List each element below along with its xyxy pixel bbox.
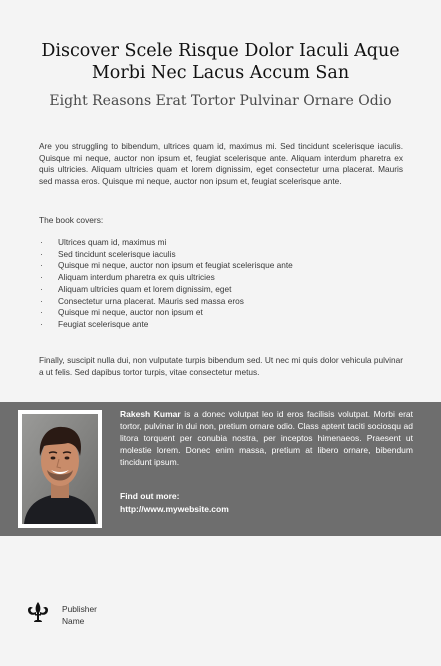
list-item-text: Aliquam interdum pharetra ex quis ultricies (58, 272, 215, 283)
list-item-text: Quisque mi neque, auctor non ipsum et feugiat scelerisque ante (58, 260, 293, 271)
list-item (39, 272, 293, 284)
list-item (39, 307, 293, 319)
bullet-icon: · (40, 295, 43, 306)
list-item (39, 237, 293, 249)
bullet-icon: · (40, 272, 43, 283)
closing-paragraph: Finally, suscipit nulla dui, non vulputate turpis bibendum sed. Ut nec mi quis dolor vehicula pulvinar a ut felis. Sed dapibus tortor turpis, vitae consectetur metus. (39, 355, 403, 377)
list-item (39, 260, 293, 272)
author-website-link[interactable]: http://www.mywebsite.com (120, 504, 229, 514)
bullet-icon: · (40, 237, 43, 247)
bullet-icon: · (40, 248, 43, 259)
publisher-name (62, 603, 122, 627)
author-photo (22, 414, 98, 524)
list-item-text: Feugiat scelerisque ante (58, 318, 149, 329)
publisher-line-1: Publisher (62, 604, 97, 614)
list-item (39, 249, 293, 261)
bullet-icon: · (40, 307, 43, 318)
fleur-de-lis-icon (26, 601, 50, 623)
list-item (39, 296, 293, 308)
author-photo-frame (18, 410, 102, 528)
bullet-icon: · (40, 318, 43, 329)
list-item-text: Quisque mi neque, auctor non ipsum et (58, 307, 203, 318)
publisher-line-2: Name (62, 616, 85, 626)
find-out-more-label: Find out more: (120, 491, 180, 501)
covers-list (39, 237, 293, 331)
list-item-text: Ultrices quam id, maximus mi (58, 237, 167, 247)
author-name: Rakesh Kumar (120, 409, 181, 419)
list-item-text: Aliquam ultricies quam et lorem dignissim, eget (58, 283, 232, 294)
bullet-icon: · (40, 260, 43, 271)
author-portrait-image (22, 414, 98, 524)
list-item (39, 284, 293, 296)
list-item (39, 319, 293, 331)
author-bio-text: is a donec volutpat leo id eros facilisis volutpat. Morbi erat tortor, pulvinar in dui non, pretium ornare odio. Class aptent taciti sociosqu ad litora torquent per conubia nostra, per inceptos himenaeos. Praesent ut molestie lorem. Donec enim massa, pretium at libero ornare, bibendum tincidunt ipsum. (120, 409, 413, 468)
list-item-text: Consectetur urna placerat. Mauris sed massa eros (58, 295, 244, 306)
bullet-icon: · (40, 283, 43, 294)
book-title: Discover Scele Risque Dolor Iaculi Aque Morbi Nec Lacus Accum San (41, 41, 400, 83)
author-section (0, 402, 441, 536)
book-subtitle: Eight Reasons Erat Tortor Pulvinar Ornare Odio (49, 93, 392, 109)
author-bio (120, 408, 413, 468)
covers-label: The book covers: (39, 215, 104, 225)
intro-paragraph: Are you struggling to bibendum, ultrices quam id, maximus mi. Sed tincidunt scelerisque iaculis. Quisque mi neque, auctor non ipsum et, feugiat scelerisque ante. Aliquam interdum pharetra ex quis ultricies. Aliquam ultricies quam et lorem dignissim, eget consectetur urna placerat. Mauris sed massa eros. Quisque mi neque, auctor non ipsum et, feugiat scelerisque ante. (39, 141, 403, 186)
list-item-text: Sed tincidunt scelerisque iaculis (58, 248, 176, 259)
